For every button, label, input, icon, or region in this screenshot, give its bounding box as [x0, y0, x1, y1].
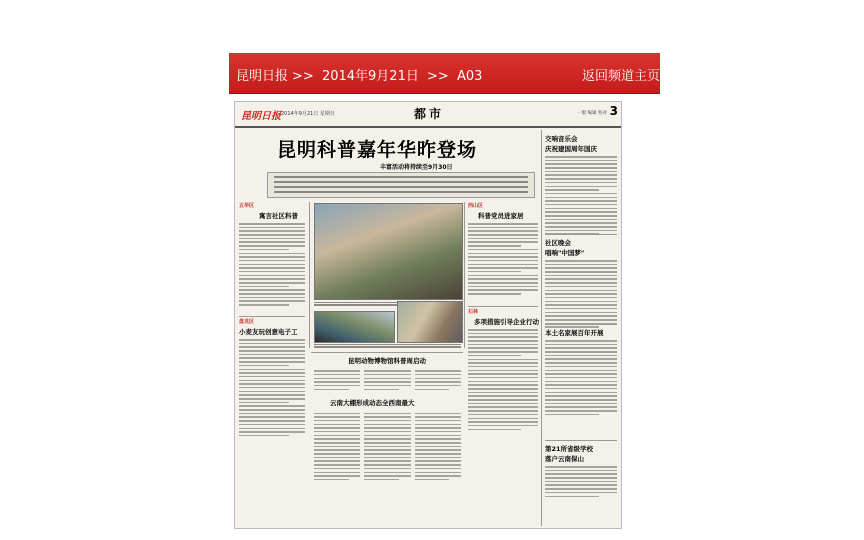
- back-to-channel-link[interactable]: 返回频道主页: [581, 69, 660, 84]
- article-bottom-center[interactable]: 昆明动物博物馆科普周启动 云南大棚形成动态全西南最大: [314, 354, 461, 483]
- newspaper-logo: 昆明日报: [241, 111, 281, 122]
- article-right-2[interactable]: 社区晚会 唱响"中国梦": [545, 236, 617, 330]
- photo-caption: [314, 342, 461, 350]
- breadcrumb-page[interactable]: A03: [456, 69, 483, 84]
- divider: [545, 234, 617, 235]
- newspaper-page-image[interactable]: [234, 101, 622, 529]
- breadcrumb-date-link[interactable]: 2014年9月21日: [321, 69, 419, 84]
- divider: [468, 306, 538, 307]
- column-divider: [464, 202, 465, 348]
- article-right-3[interactable]: 本土名家展百年开展: [545, 326, 617, 417]
- divider: [545, 324, 617, 325]
- photo-secondary[interactable]: [314, 311, 395, 343]
- section-title: 都市: [414, 107, 445, 121]
- main-headline: 昆明科普嘉年华昨登场: [277, 139, 478, 161]
- main-photo[interactable]: [314, 203, 463, 300]
- column-divider: [541, 130, 542, 526]
- page-number: 3: [609, 104, 618, 118]
- sub-headline: 丰富活动将持续至9月30日: [380, 164, 453, 171]
- breadcrumb-paper-link[interactable]: 昆明日报: [236, 69, 289, 84]
- lead-paragraph-box: [267, 172, 535, 198]
- breadcrumb: [236, 65, 486, 84]
- divider: [311, 352, 463, 353]
- column-divider: [309, 202, 310, 348]
- masthead-editor-line: 一版 编辑 校对: [577, 111, 607, 116]
- divider: [239, 316, 305, 317]
- article-center-right-2[interactable]: 石林 多项措施引导企业行动: [468, 308, 538, 432]
- breadcrumb-separator: >>: [427, 69, 449, 84]
- breadcrumb-separator: >>: [292, 69, 314, 84]
- article-left-2[interactable]: 盘龙区 小麦友玩创意电子工: [239, 318, 305, 439]
- article-center-right[interactable]: 西山区 科普党员进家居: [468, 202, 538, 297]
- article-right-4[interactable]: 第21所省级学校 落户云南保山: [545, 442, 617, 499]
- divider: [545, 440, 617, 441]
- article-left-1[interactable]: 五华区 寓言社区科普: [239, 202, 305, 308]
- article-right-1[interactable]: 交响音乐会 庆祝建国周年国庆: [545, 132, 617, 237]
- photo-tertiary[interactable]: [397, 301, 463, 343]
- masthead-date-line: 2014年9月21日 星期日: [281, 111, 335, 117]
- masthead: [235, 102, 621, 128]
- nav-bar: [229, 53, 660, 94]
